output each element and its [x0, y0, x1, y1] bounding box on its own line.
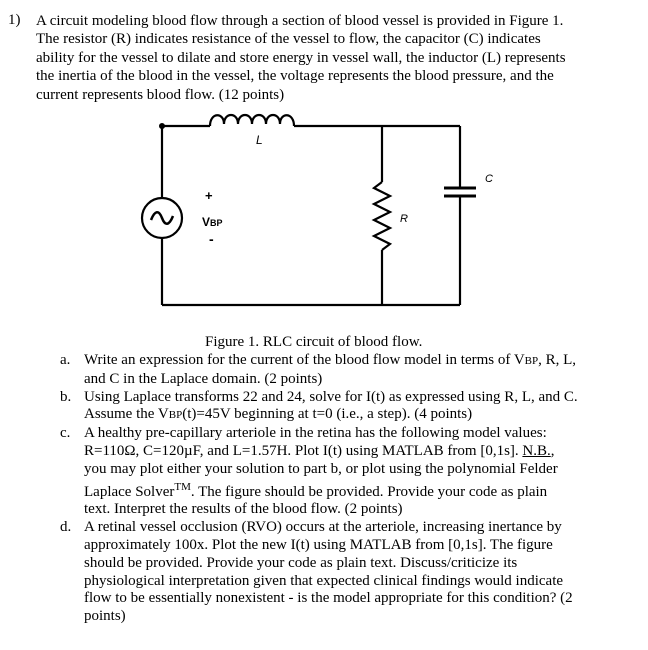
- question-line: The resistor (R) indicates resistance of the vessel to flow, the capacitor (C) indicates: [36, 31, 541, 48]
- sine-wave-icon: [151, 212, 173, 224]
- part-line: R=110Ω, C=120µF, and L=1.57H. Plot I(t) using MATLAB from [0,1s]. N.B.,: [84, 442, 555, 459]
- part-label: a.: [60, 352, 71, 368]
- question-text: [36, 12, 636, 104]
- rlc-circuit-figure: [140, 110, 510, 335]
- part-line: physiological interpretation given that expected clinical findings would indicate: [84, 572, 564, 589]
- part-line: you may plot either your solution to part b, or plot using the polynomial Felder: [84, 460, 558, 477]
- source-minus-sign: -: [209, 231, 214, 247]
- node-dot: [159, 123, 165, 129]
- part-c: [60, 425, 640, 519]
- resistor-label: R: [400, 213, 408, 225]
- part-d: [60, 519, 640, 626]
- question-parts: [60, 352, 640, 626]
- question-number: 1): [8, 12, 21, 28]
- part-line: A healthy pre-capillary arteriole in the retina has the following model values:: [84, 425, 547, 442]
- source-label: VBP: [202, 215, 223, 229]
- part-a: [60, 352, 640, 389]
- part-line: Using Laplace transforms 22 and 24, solve for I(t) as expressed using R, L, and C.: [84, 388, 578, 405]
- part-line: text. Interpret the results of the blood flow. (2 points): [84, 501, 403, 518]
- question-line: ability for the vessel to dilate and store energy in vessel wall, the inductor (L) represents: [36, 49, 566, 66]
- figure-caption: Figure 1. RLC circuit of blood flow.: [205, 334, 423, 350]
- question-line: current represents blood flow. (12 points): [36, 86, 285, 103]
- question-line: the inertia of the blood in the vessel, the voltage represents the blood pressure, and the: [36, 68, 554, 85]
- part-line: Assume the VBP(t)=45V beginning at t=0 (i.e., a step). (4 points): [84, 406, 473, 423]
- part-label: b.: [60, 388, 72, 405]
- part-line: flow to be essentially nonexistent - is the model appropriate for this condition? (2: [84, 590, 573, 607]
- part-line: A retinal vessel occlusion (RVO) occurs at the arteriole, increasing inertance by: [84, 519, 562, 536]
- capacitor-label: C: [485, 173, 493, 185]
- part-label: c.: [60, 425, 71, 442]
- part-b: [60, 389, 640, 426]
- part-line: should be provided. Provide your code as plain text. Discuss/criticize its: [84, 554, 518, 571]
- part-line: and C in the Laplace domain. (2 points): [84, 370, 323, 387]
- part-line: Write an expression for the current of the blood flow model in terms of VBP, R, L,: [84, 352, 577, 368]
- source-plus-sign: +: [205, 188, 213, 203]
- inductor-label: L: [256, 133, 263, 147]
- part-line: approximately 100x. Plot the new I(t) using MATLAB from [0,1s]. The figure: [84, 536, 553, 553]
- inductor-symbol: [210, 115, 294, 126]
- resistor-symbol: [374, 182, 390, 250]
- part-line: Laplace Solver™. The figure should be provided. Provide your code as plain: [84, 480, 548, 500]
- part-label: d.: [60, 519, 72, 536]
- part-line: points): [84, 608, 126, 625]
- question-line: A circuit modeling blood flow through a section of blood vessel is provided in Figure 1.: [36, 13, 564, 29]
